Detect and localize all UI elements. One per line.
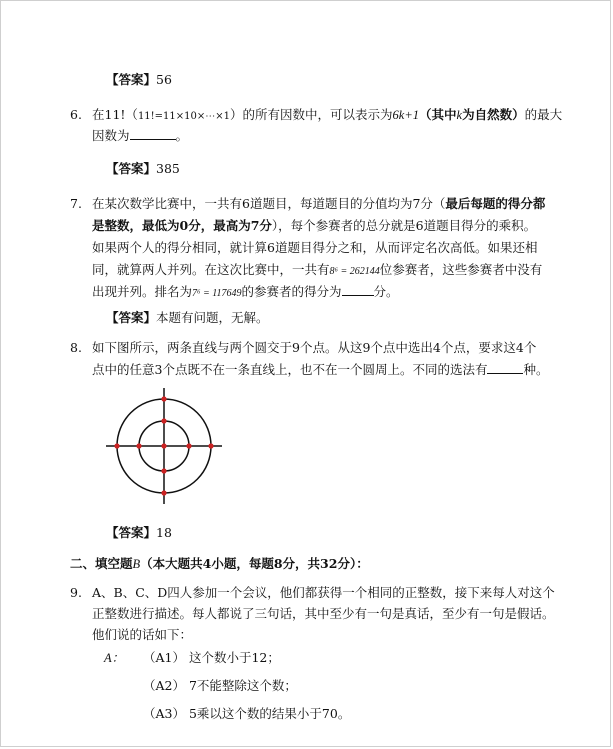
question-9-line-2: 正整数进行描述。每人都说了三句话，其中至少有一句是真话，至少有一句是假话。 [92, 606, 555, 621]
q6-expression: 6k+1 [392, 108, 420, 122]
question-6-number: 6. [70, 107, 82, 122]
answer-value: 56 [156, 72, 172, 87]
question-7-number: 7. [70, 196, 82, 211]
q7-text: 分。 [373, 284, 399, 299]
section-title: 二、填空题 [70, 556, 133, 571]
section-variant: B [132, 557, 141, 571]
q6-text: ）的所有因数中，可以表示为 [230, 107, 393, 122]
answer-value: 385 [156, 161, 180, 176]
q6-variable: k [456, 108, 463, 122]
statement-a2: （A2） 7不能整除这个数； [143, 678, 297, 693]
q7-condition: 最后每题的得分都 [445, 196, 546, 211]
answer-label: 【答案】 [106, 310, 157, 325]
intersection-point [161, 418, 166, 423]
q6-text: 在11!（ [92, 107, 138, 122]
intersection-point [114, 443, 119, 448]
answer-label: 【答案】 [106, 525, 157, 540]
q6-condition: 为自然数） [462, 107, 525, 122]
answer-8 [106, 527, 172, 540]
statement-a3: （A3） 5乘以这个数的结果小于70。 [143, 706, 351, 721]
q8-text: 点中的任意3个点既不在一条直线上，也不在一个圆周上。不同的选法有 [92, 362, 488, 377]
q7-number: 7⁶ = 117649 [192, 288, 242, 299]
question-7-line-3: 如果两个人的得分相同，就计算6道题目得分之和，从而评定名次高低。如果还相 [92, 240, 538, 255]
q7-text: 位参赛者，这些参赛者中没有 [379, 262, 543, 277]
q6-condition: （其中 [419, 107, 457, 122]
question-8-line-1: 如下图所示，两条直线与两个圆交于9个点。从这9个点中选出4个点，要求这4个 [92, 340, 537, 355]
section-2-heading [70, 558, 369, 571]
q6-text: 。 [175, 128, 189, 143]
q6-text: 的最大 [524, 107, 563, 122]
q7-text: 同，就算两人并列。在这次比赛中，一共有 [92, 262, 330, 277]
statement-a1: （A1） 这个数小于12； [143, 650, 280, 665]
q7-text: 的参赛者的得分为 [241, 284, 342, 299]
person-a-label: A： [104, 651, 125, 665]
intersection-point [208, 443, 213, 448]
answer-label: 【答案】 [106, 161, 157, 176]
question-9-line-3: 他们说的话如下： [92, 627, 193, 642]
intersection-point [161, 490, 166, 495]
question-8-number: 8. [70, 340, 82, 355]
answer-label: 【答案】 [106, 72, 157, 87]
q7-condition: 是整数 [92, 218, 130, 233]
intersection-point [136, 443, 141, 448]
intersection-point [161, 443, 166, 448]
q7-number: 8⁶ = 262144 [329, 266, 380, 277]
q7-text: 出现并列。排名为 [92, 284, 193, 299]
section-info: （本大题共4小题，每题8分，共32分）： [140, 556, 369, 571]
q6-text: 因数为 [92, 128, 130, 143]
answer-value: 18 [156, 525, 172, 540]
q7-text: ），每个参赛者的总分就是6道题目得分的乘积。 [271, 218, 537, 233]
question-9-line-1: A、B、C、D四人参加一个会议，他们都获得一个相同的正整数，接下来每人对这个 [92, 585, 555, 600]
question-9-number: 9. [70, 585, 82, 600]
q7-text: 在某次数学比赛中，一共有6道题目，每道题目的分值均为7分（ [92, 196, 446, 211]
q6-formula: 11!=11×10×⋯×1 [137, 111, 231, 122]
q7-condition: ，最低为0分，最高为7分 [129, 218, 272, 233]
answer-value: 本题有问题，无解。 [156, 310, 269, 325]
q8-text: 种。 [523, 362, 549, 377]
intersection-point [161, 396, 166, 401]
intersection-point [186, 443, 191, 448]
intersection-point [161, 468, 166, 473]
